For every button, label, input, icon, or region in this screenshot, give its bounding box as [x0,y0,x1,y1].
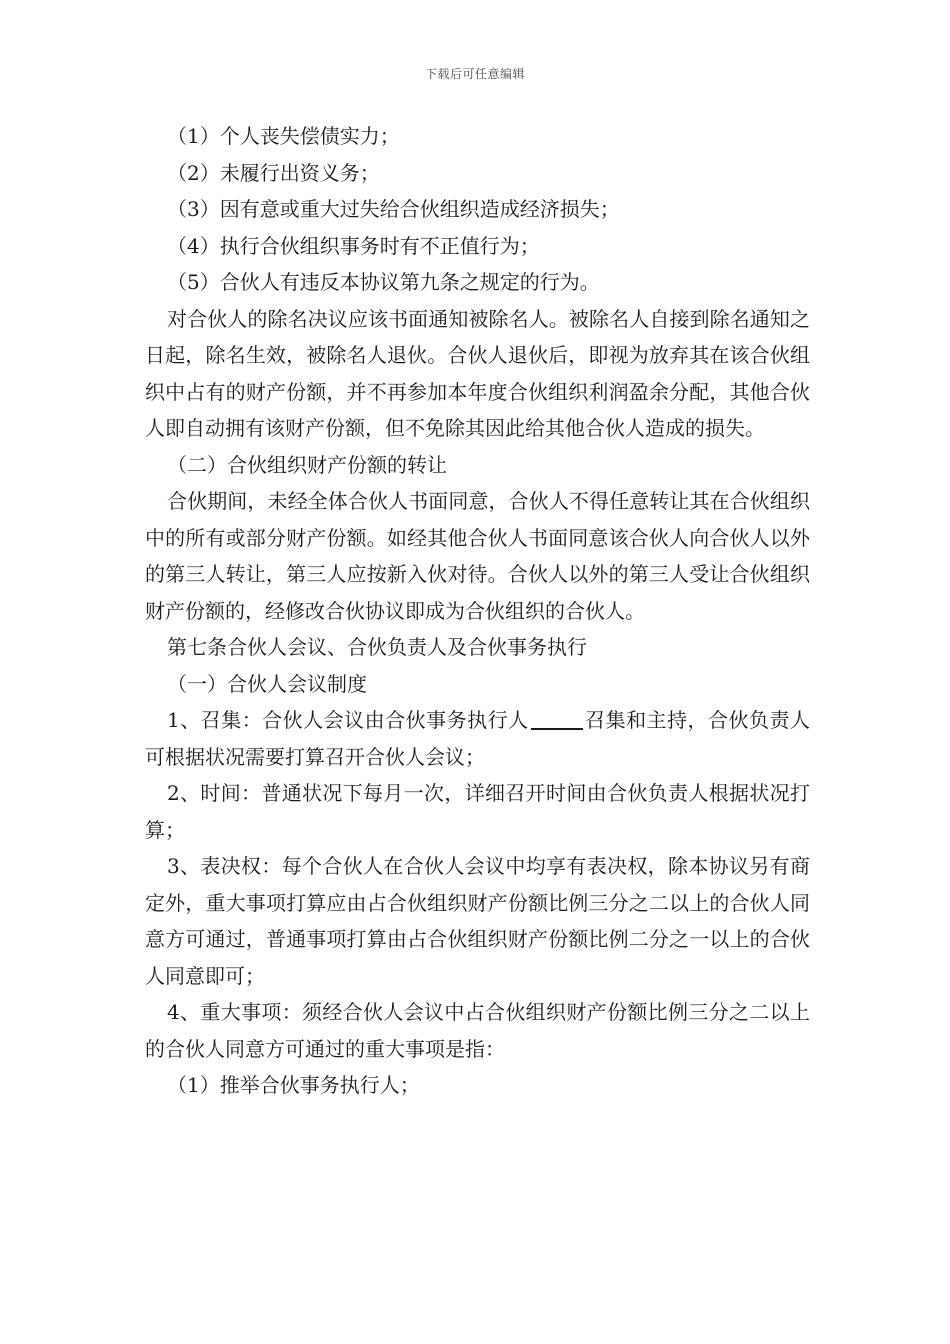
section-heading: （一）合伙人会议制度 [167,671,367,696]
paragraph: 4、重大事项：须经合伙人会议中占合伙组织财产份额比例三分之二以上的合伙人同意方可通过的重大事项是指： [145,1000,810,1061]
paragraph-text-after-blank: 召集和主持，合伙负责人可根据状况需要打算召开合伙人会议； [145,708,811,769]
paragraph-text-before-blank: 1、召集：合伙人会议由合伙事务执行人 [167,708,529,732]
paragraph: 3、表决权：每个合伙人在合伙人会议中均享有表决权，除本协议另有商定外，重大事项打算应由占合伙组织财产份额比例三分之二以上的合伙人同意方可通过，普通事项打算由占合伙组织财产份额比例二分之一以上的合伙人同意即可； [145,854,810,988]
list-item: （4）执行合伙组织事务时有不正值行为； [167,233,540,258]
paragraph: 2、时间：普通状况下每月一次，详细召开时间由合伙负责人根据状况打算； [145,781,810,842]
fill-in-blank [531,708,583,730]
list-item: （5）合伙人有违反本协议第九条之规定的行为。 [167,270,600,294]
paragraph-with-blank [145,702,810,775]
article-heading: 第七条合伙人会议、合伙负责人及合伙事务执行 [167,635,587,659]
list-item: （2）未履行出资义务； [167,160,380,185]
document-body [145,118,810,1104]
paragraph: 对合伙人的除名决议应该书面通知被除名人。被除名人自接到除名通知之日起，除名生效，被除名人退伙。合伙人退伙后，即视为放弃其在该合伙组织中占有的财产份额，并不再参加本年度合伙组织利润盈余分配，其他合伙人即自动拥有该财产份额，但不免除其因此给其他合伙人造成的损失。 [145,306,810,440]
list-item: （1）推举合伙事务执行人； [167,1073,420,1097]
list-item: （1）个人丧失偿债实力； [167,124,400,148]
list-item: （3）因有意或重大过失给合伙组织造成经济损失； [167,197,620,221]
page-header: 下载后可任意编辑 [424,67,525,81]
section-heading: （二）合伙组织财产份额的转让 [167,452,447,477]
paragraph: 合伙期间，未经全体合伙人书面同意，合伙人不得任意转让其在合伙组织中的所有或部分财产份额。如经其他合伙人书面同意该合伙人向合伙人以外的第三人转让，第三人应按新入伙对待。合伙人以外的第三人受让合伙组织财产份额的，经修改合伙协议即成为合伙组织的合伙人。 [145,489,810,623]
